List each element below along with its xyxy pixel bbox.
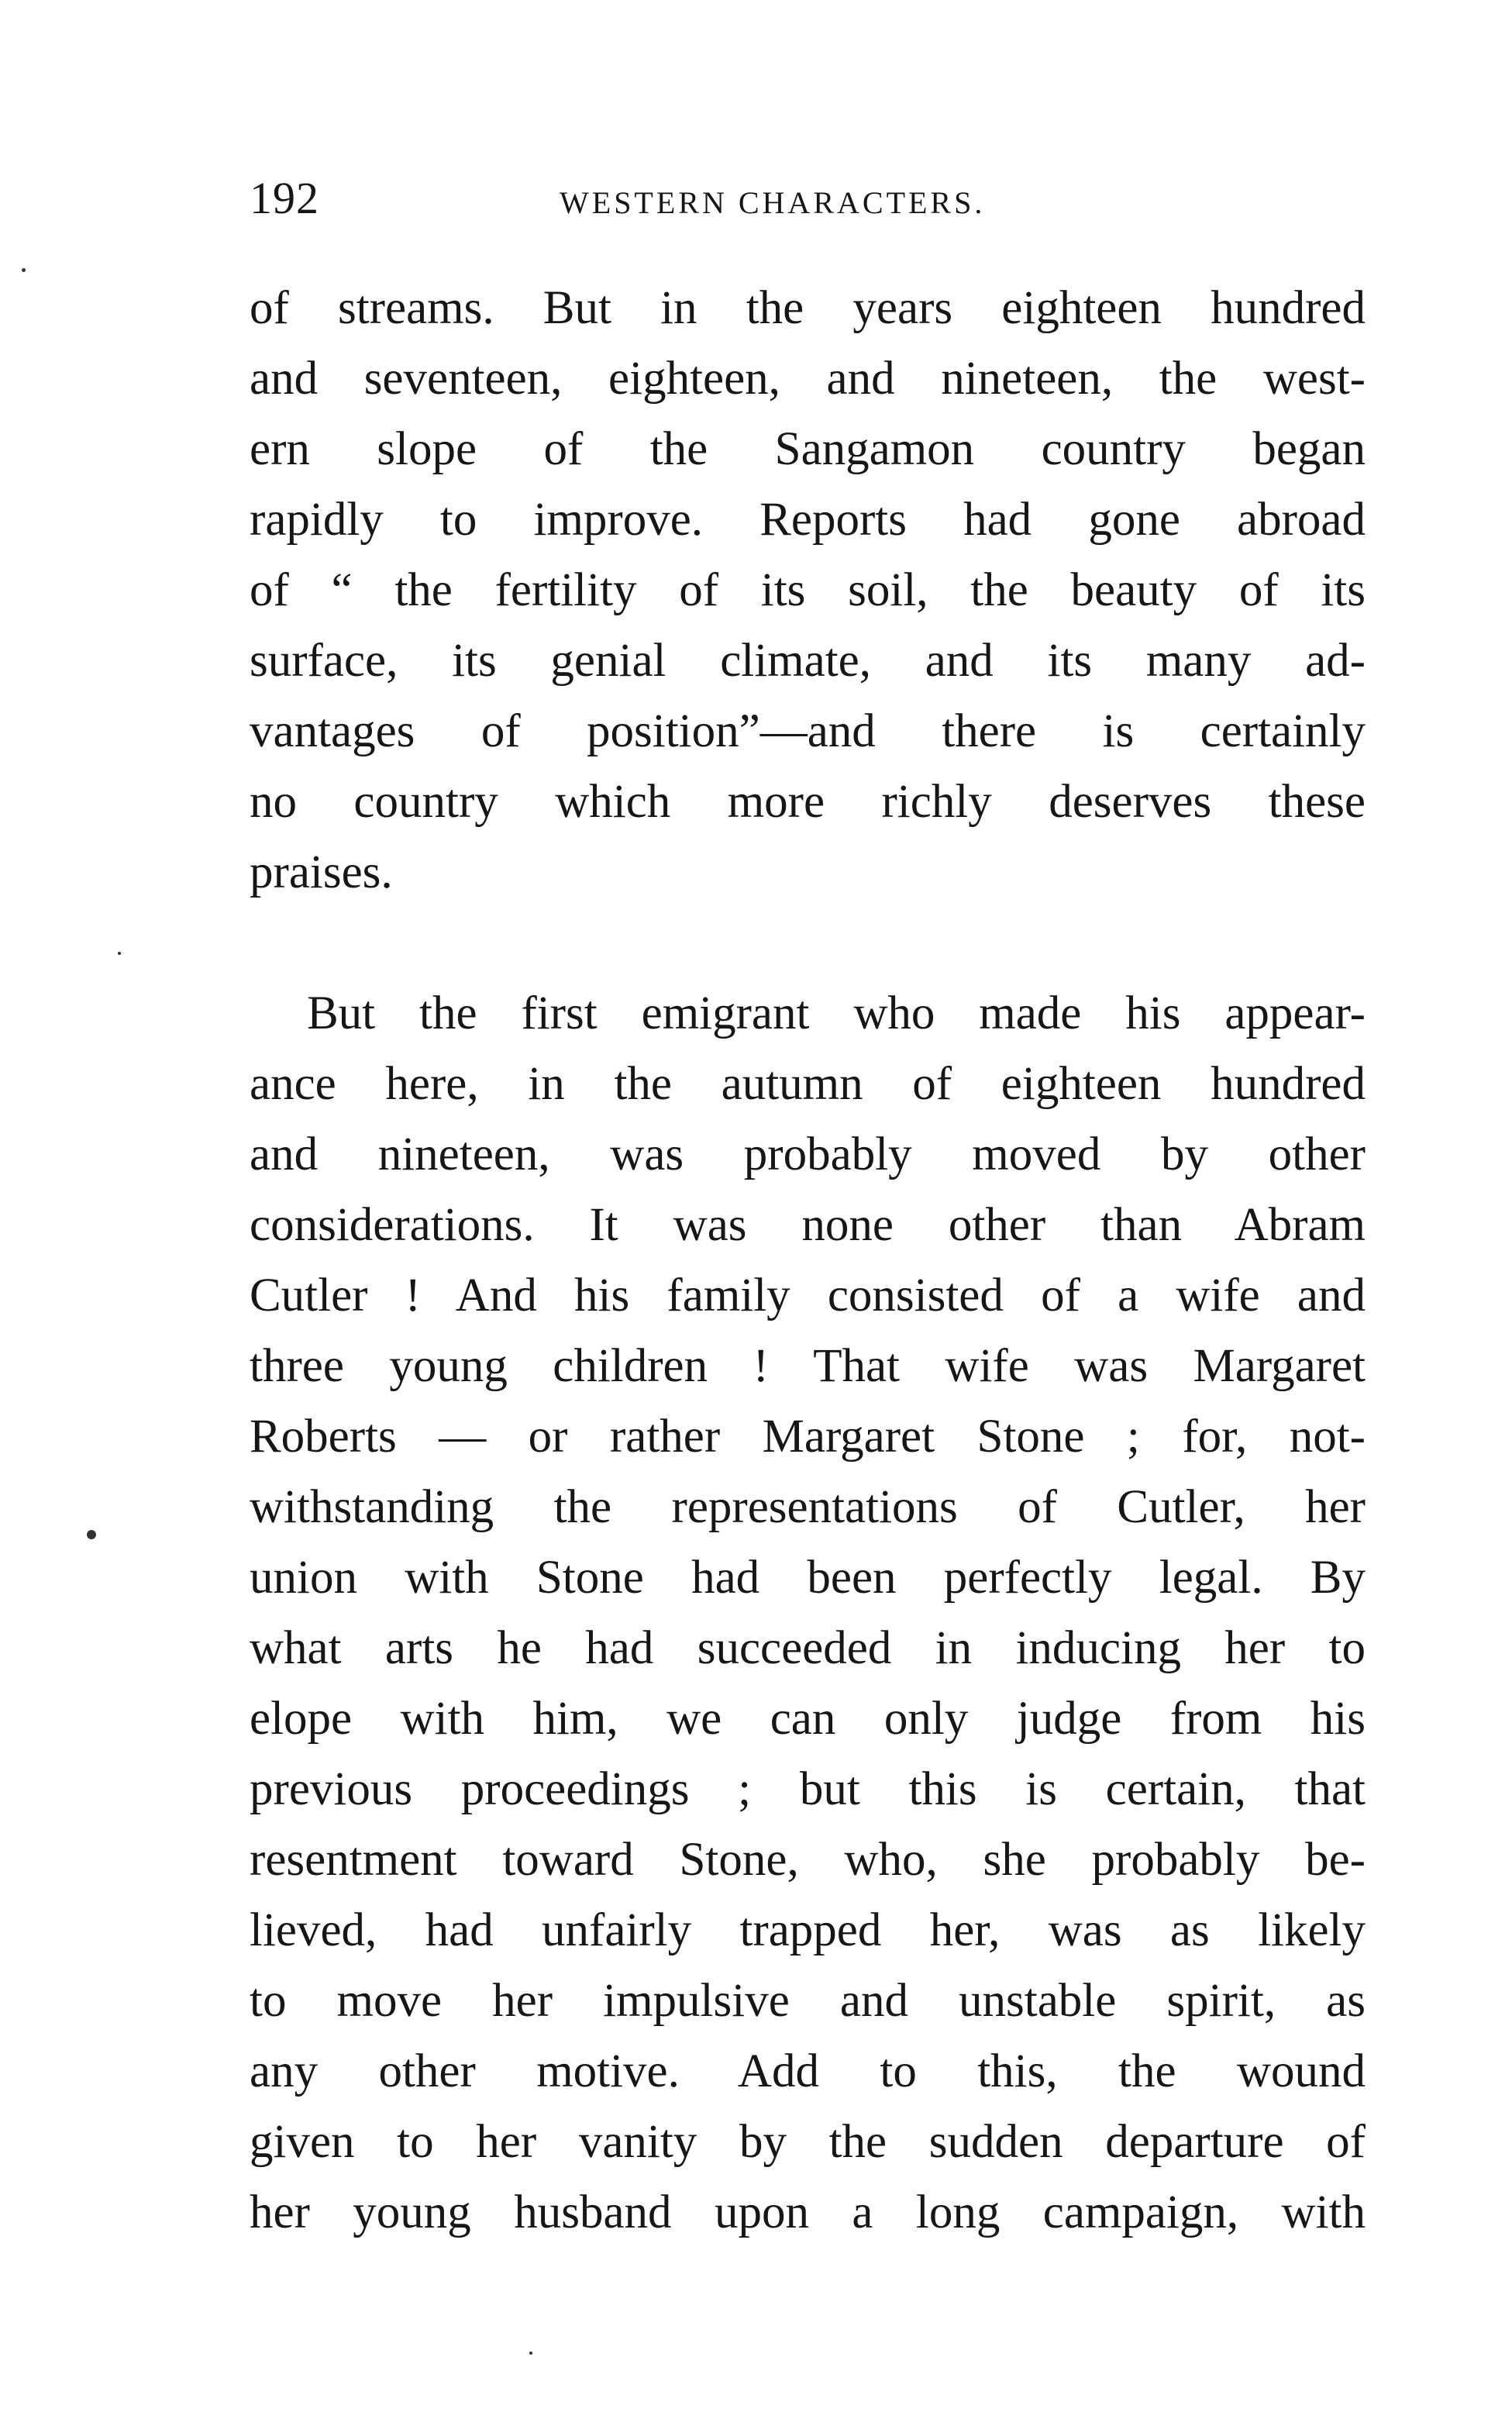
running-title: WESTERN CHARACTERS.	[560, 185, 986, 220]
text-line: praises.	[250, 846, 393, 898]
text-line: withstanding the representations of Cutler, her	[250, 1481, 1366, 1533]
paper-speck	[87, 1530, 96, 1539]
text-line: and seventeen, eighteen, and nineteen, the west-	[250, 353, 1366, 405]
text-line: and nineteen, was probably moved by other	[250, 1128, 1366, 1180]
text-line: lieved, had unfairly trapped her, was as likely	[250, 1904, 1366, 1956]
text-line: no country which more richly deserves these	[250, 776, 1366, 828]
text-line: But the first emigrant who made his appear-	[307, 987, 1366, 1039]
text-line: Roberts — or rather Margaret Stone ; for, not-	[250, 1411, 1366, 1463]
paper-speck	[118, 952, 121, 955]
paragraph-2	[250, 978, 1366, 2248]
text-line: what arts he had succeeded in inducing her to	[250, 1622, 1366, 1674]
text-line: ern slope of the Sangamon country began	[250, 423, 1366, 475]
paper-speck	[529, 2352, 532, 2355]
text-line: union with Stone had been perfectly legal. By	[250, 1552, 1366, 1604]
page-number: 192	[250, 173, 319, 223]
paper-speck	[22, 268, 26, 272]
text-line: ance here, in the autumn of eighteen hundred	[250, 1058, 1366, 1110]
text-line: to move her impulsive and unstable spirit, as	[250, 1975, 1366, 2027]
text-line: three young children ! That wife was Margaret	[250, 1340, 1366, 1392]
text-line: rapidly to improve. Reports had gone abroad	[250, 494, 1366, 546]
paragraph-1	[250, 273, 1366, 908]
page-header	[250, 167, 1366, 229]
text-line: of streams. But in the years eighteen hundred	[250, 282, 1366, 334]
text-line: her young husband upon a long campaign, with	[250, 2186, 1366, 2238]
text-line: vantages of position”—and there is certainly	[250, 705, 1366, 757]
text-line: elope with him, we can only judge from his	[250, 1693, 1366, 1745]
text-line: any other motive. Add to this, the wound	[250, 2045, 1366, 2097]
text-line: surface, its genial climate, and its many ad-	[250, 635, 1366, 687]
text-line: previous proceedings ; but this is certain, that	[250, 1763, 1366, 1815]
text-line: considerations. It was none other than Abram	[250, 1199, 1366, 1251]
text-line: given to her vanity by the sudden departure of	[250, 2116, 1366, 2168]
text-line: Cutler ! And his family consisted of a wife and	[250, 1270, 1366, 1321]
text-line: resentment toward Stone, who, she probably be-	[250, 1834, 1366, 1886]
text-line: of “ the fertility of its soil, the beauty of its	[250, 564, 1366, 616]
